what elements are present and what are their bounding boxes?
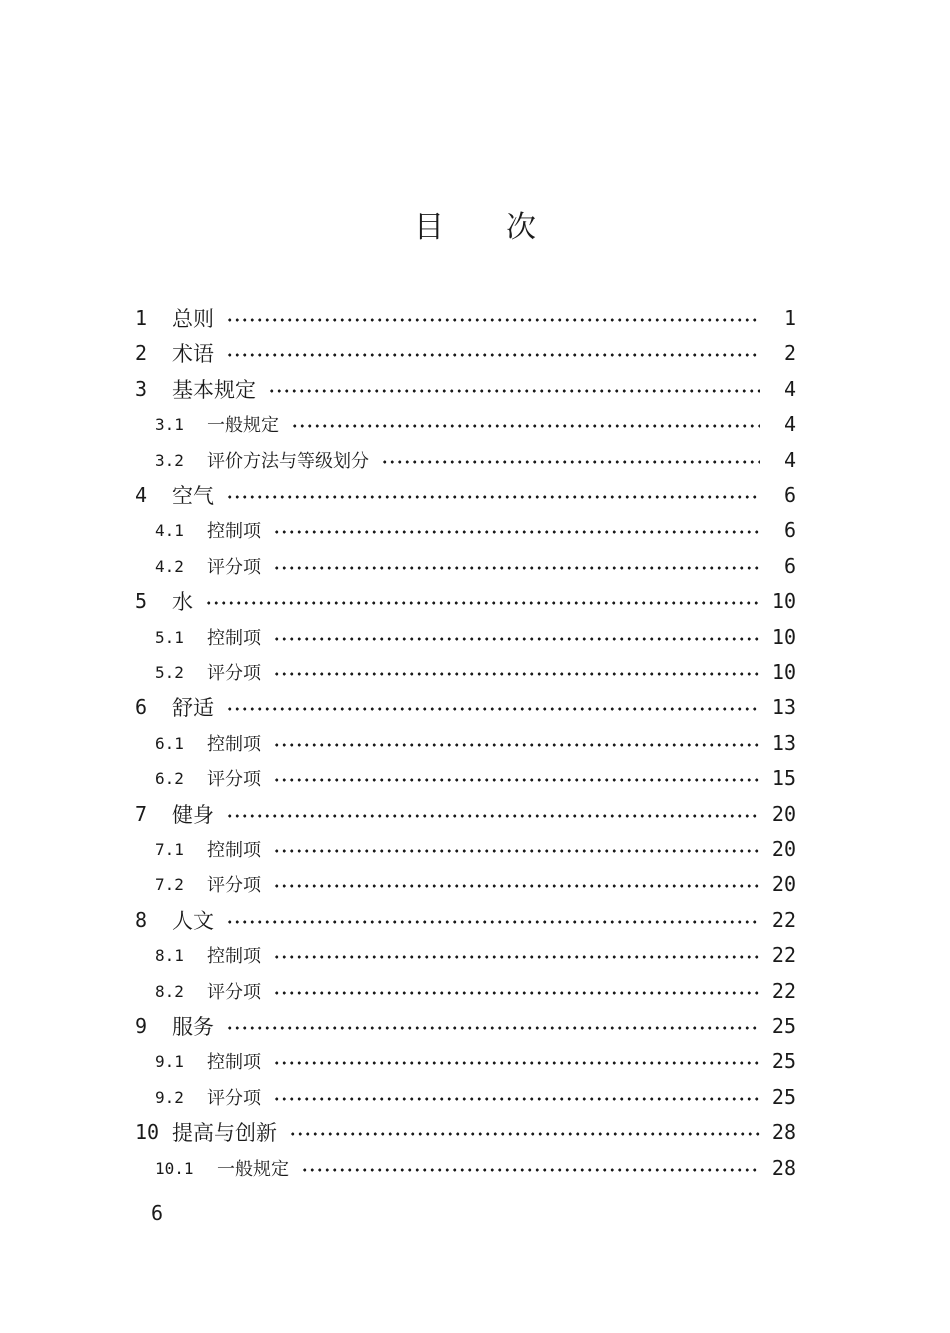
toc-chapter-entry[interactable] bbox=[135, 902, 796, 938]
toc-entry-title: 控制项 bbox=[207, 840, 261, 861]
toc-section-entry[interactable] bbox=[155, 760, 796, 796]
toc-chapter-entry[interactable] bbox=[135, 796, 796, 832]
toc-dot-leader bbox=[301, 1167, 760, 1173]
toc-entry-number: 7 bbox=[135, 802, 148, 826]
toc-section-entry[interactable] bbox=[155, 512, 796, 548]
toc-section-entry[interactable] bbox=[155, 1043, 796, 1079]
toc-entry-number: 10 bbox=[135, 1120, 160, 1144]
toc-entry-page: 4 bbox=[783, 448, 796, 472]
toc-entry-number: 4 bbox=[135, 483, 148, 507]
toc-section-entry[interactable] bbox=[155, 973, 796, 1009]
toc-dot-leader bbox=[226, 706, 760, 712]
toc-entry-title: 术语 bbox=[172, 342, 214, 366]
toc-entry-number: 3.1 bbox=[155, 414, 184, 434]
toc-entry-page: 13 bbox=[771, 731, 796, 755]
toc-entry-title: 控制项 bbox=[207, 628, 261, 649]
toc-section-entry[interactable] bbox=[155, 654, 796, 690]
toc-entry-title: 评价方法与等级划分 bbox=[207, 451, 369, 472]
toc-entry-page: 6 bbox=[783, 483, 796, 507]
toc-section-entry[interactable] bbox=[155, 619, 796, 655]
page-title-part1: 目 bbox=[414, 210, 444, 245]
toc-entry-title: 一般规定 bbox=[217, 1159, 289, 1180]
toc-entry-page: 4 bbox=[783, 377, 796, 401]
toc-chapter-entry[interactable] bbox=[135, 1114, 796, 1150]
toc-dot-leader bbox=[205, 600, 760, 606]
toc-section-entry[interactable] bbox=[155, 831, 796, 867]
toc-entry-title: 控制项 bbox=[207, 946, 261, 967]
toc-entry-title: 控制项 bbox=[207, 1052, 261, 1073]
toc-entry-number: 9.1 bbox=[155, 1051, 184, 1071]
toc-entry-number: 10.1 bbox=[155, 1158, 194, 1178]
page-number: 6 bbox=[151, 1201, 164, 1225]
toc-entry-page: 10 bbox=[771, 589, 796, 613]
toc-section-entry[interactable] bbox=[155, 442, 796, 478]
toc-entry-number: 5 bbox=[135, 589, 148, 613]
toc-dot-leader bbox=[273, 742, 760, 748]
toc-entry-number: 1 bbox=[135, 306, 148, 330]
toc-entry-number: 9.2 bbox=[155, 1087, 184, 1107]
toc-entry-page: 6 bbox=[783, 554, 796, 578]
toc-entry-page: 28 bbox=[771, 1120, 796, 1144]
toc-entry-title: 评分项 bbox=[207, 769, 261, 790]
toc-entry-page: 25 bbox=[771, 1085, 796, 1109]
toc-entry-page: 15 bbox=[771, 766, 796, 790]
toc-entry-title: 基本规定 bbox=[172, 378, 256, 402]
toc-entry-number: 9 bbox=[135, 1014, 148, 1038]
toc-section-entry[interactable] bbox=[155, 1079, 796, 1115]
toc-chapter-entry[interactable] bbox=[135, 371, 796, 407]
toc-entry-title: 评分项 bbox=[207, 982, 261, 1003]
toc-entry-number: 5.2 bbox=[155, 662, 184, 682]
toc-dot-leader bbox=[226, 813, 760, 819]
toc-entry-title: 水 bbox=[172, 590, 193, 614]
toc-section-entry[interactable] bbox=[155, 548, 796, 584]
toc-dot-leader bbox=[273, 671, 760, 677]
toc-entry-page: 13 bbox=[771, 695, 796, 719]
toc-dot-leader bbox=[226, 919, 760, 925]
toc-entry-number: 3.2 bbox=[155, 450, 184, 470]
toc-entry-number: 7.2 bbox=[155, 874, 184, 894]
toc-entry-number: 4.2 bbox=[155, 556, 184, 576]
toc-entry-page: 6 bbox=[783, 518, 796, 542]
toc-entry-number: 6.1 bbox=[155, 733, 184, 753]
toc-entry-page: 28 bbox=[771, 1156, 796, 1180]
toc-entry-title: 舒适 bbox=[172, 696, 214, 720]
toc-entry-page: 20 bbox=[771, 802, 796, 826]
toc-entry-number: 7.1 bbox=[155, 839, 184, 859]
toc-entry-page: 25 bbox=[771, 1049, 796, 1073]
toc-entry-page: 4 bbox=[783, 412, 796, 436]
toc-dot-leader bbox=[226, 1025, 760, 1031]
toc-entry-page: 25 bbox=[771, 1014, 796, 1038]
toc-dot-leader bbox=[273, 777, 760, 783]
toc-entry-title: 评分项 bbox=[207, 1088, 261, 1109]
toc-dot-leader bbox=[273, 529, 760, 535]
toc-entry-page: 2 bbox=[783, 341, 796, 365]
toc-entry-title: 人文 bbox=[172, 909, 214, 933]
toc-section-entry[interactable] bbox=[155, 1150, 796, 1186]
toc-dot-leader bbox=[273, 565, 760, 571]
toc-section-entry[interactable] bbox=[155, 866, 796, 902]
toc-dot-leader bbox=[273, 954, 760, 960]
toc-entry-number: 8 bbox=[135, 908, 148, 932]
toc-dot-leader bbox=[273, 1060, 760, 1066]
toc-dot-leader bbox=[273, 848, 760, 854]
toc-chapter-entry[interactable] bbox=[135, 583, 796, 619]
toc-dot-leader bbox=[273, 990, 760, 996]
toc-dot-leader bbox=[226, 317, 760, 323]
toc-dot-leader bbox=[226, 494, 760, 500]
toc-section-entry[interactable] bbox=[155, 725, 796, 761]
toc-entry-page: 10 bbox=[771, 660, 796, 684]
toc-entry-title: 评分项 bbox=[207, 663, 261, 684]
toc-entry-number: 8.2 bbox=[155, 981, 184, 1001]
toc-entry-page: 22 bbox=[771, 979, 796, 1003]
toc-entry-page: 20 bbox=[771, 872, 796, 896]
toc-dot-leader bbox=[291, 423, 760, 429]
toc-chapter-entry[interactable] bbox=[135, 689, 796, 725]
toc-entry-number: 6.2 bbox=[155, 768, 184, 788]
toc-entry-page: 22 bbox=[771, 943, 796, 967]
toc-entry-number: 5.1 bbox=[155, 627, 184, 647]
toc-entry-title: 控制项 bbox=[207, 734, 261, 755]
toc-entry-page: 20 bbox=[771, 837, 796, 861]
toc-entry-title: 评分项 bbox=[207, 875, 261, 896]
toc-dot-leader bbox=[273, 883, 760, 889]
toc-entry-title: 健身 bbox=[172, 803, 214, 827]
toc-entry-page: 22 bbox=[771, 908, 796, 932]
toc-entry-page: 10 bbox=[771, 625, 796, 649]
toc-entry-title: 控制项 bbox=[207, 521, 261, 542]
toc-section-entry[interactable] bbox=[155, 406, 796, 442]
toc-entry-number: 8.1 bbox=[155, 945, 184, 965]
toc-chapter-entry[interactable] bbox=[135, 335, 796, 371]
toc-entry-number: 2 bbox=[135, 341, 148, 365]
toc-entry-page: 1 bbox=[783, 306, 796, 330]
toc-entry-title: 空气 bbox=[172, 484, 214, 508]
toc-entry-title: 提高与创新 bbox=[172, 1121, 277, 1145]
page-title-part2: 次 bbox=[506, 210, 536, 245]
toc-dot-leader bbox=[273, 636, 760, 642]
toc-entry-title: 总则 bbox=[172, 307, 214, 331]
toc-entry-title: 一般规定 bbox=[207, 415, 279, 436]
toc-section-entry[interactable] bbox=[155, 937, 796, 973]
toc-entry-number: 6 bbox=[135, 695, 148, 719]
toc-entry-title: 评分项 bbox=[207, 557, 261, 578]
toc-dot-leader bbox=[289, 1131, 760, 1137]
toc-chapter-entry[interactable] bbox=[135, 1008, 796, 1044]
page-title bbox=[0, 208, 950, 248]
toc-dot-leader bbox=[273, 1096, 760, 1102]
toc-entry-title: 服务 bbox=[172, 1015, 214, 1039]
toc-chapter-entry[interactable] bbox=[135, 477, 796, 513]
toc-dot-leader bbox=[226, 352, 760, 358]
toc-chapter-entry[interactable] bbox=[135, 300, 796, 336]
toc-entry-number: 3 bbox=[135, 377, 148, 401]
toc-entry-number: 4.1 bbox=[155, 520, 184, 540]
toc-dot-leader bbox=[268, 388, 760, 394]
toc-dot-leader bbox=[381, 459, 760, 465]
